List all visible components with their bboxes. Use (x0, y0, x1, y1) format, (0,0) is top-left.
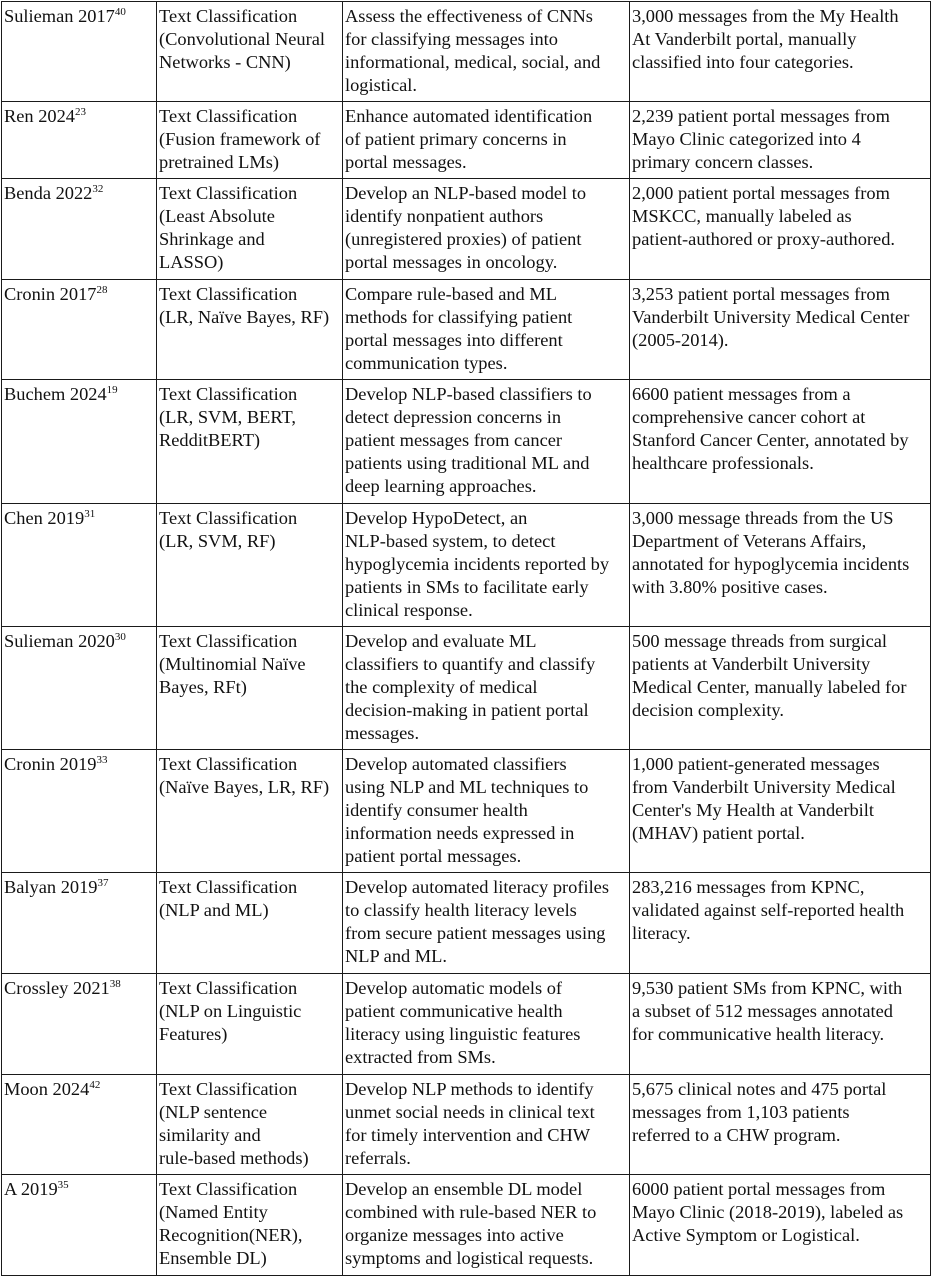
study-name: Sulieman 2017 (4, 6, 115, 26)
objective-line: NLP and ML. (345, 946, 447, 966)
reference-number: 28 (96, 284, 108, 296)
method-cell (157, 750, 343, 873)
method-line: Text Classification (159, 631, 298, 651)
method-line: (Named Entity (159, 1202, 268, 1222)
data-line: 500 message threads from surgical (632, 631, 888, 651)
method-cell (157, 280, 343, 380)
objective-cell (343, 750, 630, 873)
method-line: RedditBERT) (159, 430, 261, 450)
reference-number: 32 (92, 183, 104, 195)
method-line: similarity and (159, 1125, 261, 1145)
objective-line: clinical response. (345, 600, 473, 620)
data-line: MSKCC, manually labeled as (632, 206, 852, 226)
method-line: (NLP on Linguistic (159, 1001, 302, 1021)
data-cell (630, 1075, 931, 1175)
data-line: 3,000 message threads from the US (632, 508, 894, 528)
data-cell (630, 750, 931, 873)
method-cell (157, 380, 343, 504)
objective-line: patients in SMs to facilitate early (345, 577, 589, 597)
objective-line: Develop NLP-based classifiers to (345, 384, 592, 404)
data-cell (630, 974, 931, 1075)
data-line: Mayo Clinic categorized into 4 (632, 129, 861, 149)
data-line: healthcare professionals. (632, 453, 814, 473)
objective-line: messages. (345, 723, 420, 743)
data-line: classified into four categories. (632, 52, 854, 72)
study-cell (2, 873, 157, 974)
studies-table-body (2, 2, 931, 1276)
data-line: 3,253 patient portal messages from (632, 284, 890, 304)
objective-cell (343, 179, 630, 280)
study-cell (2, 102, 157, 179)
method-line: Shrinkage and (159, 229, 265, 249)
reference-number: 23 (75, 106, 87, 118)
data-line: (2005-2014). (632, 330, 729, 350)
data-cell (630, 380, 931, 504)
method-line: Text Classification (159, 284, 298, 304)
method-cell (157, 1075, 343, 1175)
objective-line: from secure patient messages using (345, 923, 606, 943)
method-line: Text Classification (159, 106, 298, 126)
objective-line: Develop automated literacy profiles (345, 877, 610, 897)
objective-line: extracted from SMs. (345, 1047, 496, 1067)
study-name: Benda 2022 (4, 183, 93, 203)
method-line: (NLP sentence (159, 1102, 268, 1122)
objective-line: patients using traditional ML and (345, 453, 590, 473)
study-cell (2, 2, 157, 102)
objective-line: referrals. (345, 1148, 411, 1168)
data-cell (630, 627, 931, 750)
objective-line: Compare rule-based and ML (345, 284, 557, 304)
objective-line: portal messages in oncology. (345, 252, 558, 272)
study-cell (2, 280, 157, 380)
data-line: with 3.80% positive cases. (632, 577, 828, 597)
objective-line: information needs expressed in (345, 823, 575, 843)
objective-line: of patient primary concerns in (345, 129, 567, 149)
objective-line: decision-making in patient portal (345, 700, 589, 720)
method-line: Text Classification (159, 384, 298, 404)
reference-number: 35 (57, 1179, 69, 1191)
study-cell (2, 974, 157, 1075)
method-line: Recognition(NER), (159, 1225, 303, 1245)
method-line: pretrained LMs) (159, 152, 280, 172)
objective-cell (343, 2, 630, 102)
method-line: Text Classification (159, 183, 298, 203)
objective-line: hypoglycemia incidents reported by (345, 554, 610, 574)
method-line: Text Classification (159, 1179, 298, 1199)
objective-line: patient communicative health (345, 1001, 563, 1021)
objective-line: unmet social needs in clinical text (345, 1102, 595, 1122)
method-line: rule-based methods) (159, 1148, 309, 1168)
objective-line: patient portal messages. (345, 846, 522, 866)
study-cell (2, 179, 157, 280)
study-cell (2, 1075, 157, 1175)
studies-table (1, 1, 931, 1276)
data-line: messages from 1,103 patients (632, 1102, 850, 1122)
objective-line: Enhance automated identification (345, 106, 593, 126)
data-cell (630, 873, 931, 974)
method-line: Bayes, RFt) (159, 677, 247, 697)
table-row (2, 380, 931, 504)
objective-line: (unregistered proxies) of patient (345, 229, 582, 249)
data-line: 6000 patient portal messages from (632, 1179, 886, 1199)
data-line: 5,675 clinical notes and 475 portal (632, 1079, 887, 1099)
study-name: Ren 2024 (4, 106, 76, 126)
method-line: (Fusion framework of (159, 129, 321, 149)
reference-number: 33 (96, 754, 108, 766)
method-line: Networks - CNN) (159, 52, 291, 72)
data-line: Medical Center, manually labeled for (632, 677, 907, 697)
reference-number: 30 (114, 631, 126, 643)
objective-cell (343, 974, 630, 1075)
method-line: Features) (159, 1024, 228, 1044)
objective-line: to classify health literacy levels (345, 900, 577, 920)
method-line: Ensemble DL) (159, 1248, 267, 1268)
objective-line: portal messages into different (345, 330, 563, 350)
study-name: Balyan 2019 (4, 877, 98, 897)
reference-number: 40 (114, 6, 126, 18)
objective-line: literacy using linguistic features (345, 1024, 581, 1044)
study-cell (2, 1175, 157, 1276)
table-row (2, 102, 931, 179)
objective-line: combined with rule-based NER to (345, 1202, 597, 1222)
method-line: (Naïve Bayes, LR, RF) (159, 777, 330, 797)
table-row (2, 2, 931, 102)
data-line: for communicative health literacy. (632, 1024, 885, 1044)
study-name: Moon 2024 (4, 1079, 90, 1099)
data-line: patients at Vanderbilt University (632, 654, 871, 674)
objective-line: identify consumer health (345, 800, 528, 820)
method-cell (157, 102, 343, 179)
data-line: Active Symptom or Logistical. (632, 1225, 860, 1245)
objective-line: Develop an ensemble DL model (345, 1179, 583, 1199)
data-line: At Vanderbilt portal, manually (632, 29, 857, 49)
objective-line: patient messages from cancer (345, 430, 563, 450)
table-row (2, 1075, 931, 1175)
study-name: Sulieman 2020 (4, 631, 115, 651)
study-name: Buchem 2024 (4, 384, 107, 404)
data-line: Department of Veterans Affairs, (632, 531, 867, 551)
study-cell (2, 380, 157, 504)
study-cell (2, 750, 157, 873)
method-cell (157, 873, 343, 974)
objective-line: Develop and evaluate ML (345, 631, 537, 651)
reference-number: 19 (106, 384, 118, 396)
method-line: LASSO) (159, 252, 224, 272)
objective-line: Develop an NLP-based model to (345, 183, 587, 203)
data-line: 1,000 patient-generated messages (632, 754, 880, 774)
data-line: patient-authored or proxy-authored. (632, 229, 895, 249)
method-line: Text Classification (159, 978, 298, 998)
method-line: Text Classification (159, 754, 298, 774)
data-line: 9,530 patient SMs from KPNC, with (632, 978, 903, 998)
table-row (2, 504, 931, 627)
reference-number: 37 (97, 877, 109, 889)
objective-line: communication types. (345, 353, 508, 373)
table-row (2, 280, 931, 380)
objective-cell (343, 380, 630, 504)
objective-line: Develop NLP methods to identify (345, 1079, 594, 1099)
method-cell (157, 627, 343, 750)
objective-line: deep learning approaches. (345, 476, 537, 496)
study-cell (2, 627, 157, 750)
table-row (2, 974, 931, 1075)
data-cell (630, 280, 931, 380)
objective-line: NLP-based system, to detect (345, 531, 556, 551)
table-row (2, 1175, 931, 1276)
method-cell (157, 2, 343, 102)
method-cell (157, 974, 343, 1075)
objective-line: identify nonpatient authors (345, 206, 544, 226)
method-cell (157, 179, 343, 280)
method-line: (LR, SVM, RF) (159, 531, 276, 551)
objective-line: the complexity of medical (345, 677, 538, 697)
reference-number: 38 (109, 978, 121, 990)
study-name: Crossley 2021 (4, 978, 110, 998)
data-cell (630, 2, 931, 102)
objective-cell (343, 627, 630, 750)
data-cell (630, 504, 931, 627)
method-line: (Multinomial Naïve (159, 654, 306, 674)
data-line: 3,000 messages from the My Health (632, 6, 899, 26)
method-line: Text Classification (159, 6, 298, 26)
objective-line: Assess the effectiveness of CNNs (345, 6, 593, 26)
data-line: comprehensive cancer cohort at (632, 407, 866, 427)
objective-line: informational, medical, social, and (345, 52, 601, 72)
objective-line: Develop automatic models of (345, 978, 563, 998)
study-name: Cronin 2017 (4, 284, 97, 304)
objective-line: for classifying messages into (345, 29, 558, 49)
table-row (2, 750, 931, 873)
data-line: Mayo Clinic (2018-2019), labeled as (632, 1202, 904, 1222)
table-row (2, 873, 931, 974)
method-cell (157, 504, 343, 627)
data-line: 2,000 patient portal messages from (632, 183, 890, 203)
data-line: (MHAV) patient portal. (632, 823, 805, 843)
data-line: referred to a CHW program. (632, 1125, 841, 1145)
method-line: Text Classification (159, 1079, 298, 1099)
method-line: (LR, Naïve Bayes, RF) (159, 307, 330, 327)
method-line: (NLP and ML) (159, 900, 269, 920)
objective-cell (343, 1075, 630, 1175)
data-line: from Vanderbilt University Medical (632, 777, 896, 797)
data-line: literacy. (632, 923, 691, 943)
objective-line: using NLP and ML techniques to (345, 777, 589, 797)
data-line: a subset of 512 messages annotated (632, 1001, 893, 1021)
method-line: (Least Absolute (159, 206, 275, 226)
study-cell (2, 504, 157, 627)
data-line: Stanford Cancer Center, annotated by (632, 430, 909, 450)
objective-line: for timely intervention and CHW (345, 1125, 591, 1145)
method-cell (157, 1175, 343, 1276)
method-line: (LR, SVM, BERT, (159, 407, 297, 427)
objective-line: portal messages. (345, 152, 467, 172)
objective-cell (343, 873, 630, 974)
objective-line: classifiers to quantify and classify (345, 654, 596, 674)
data-line: decision complexity. (632, 700, 785, 720)
objective-line: logistical. (345, 75, 418, 95)
data-line: Vanderbilt University Medical Center (632, 307, 910, 327)
objective-cell (343, 280, 630, 380)
table-row (2, 179, 931, 280)
data-line: Center's My Health at Vanderbilt (632, 800, 874, 820)
table-row (2, 627, 931, 750)
study-name: Cronin 2019 (4, 754, 97, 774)
data-line: primary concern classes. (632, 152, 814, 172)
data-cell (630, 102, 931, 179)
objective-line: Develop HypoDetect, an (345, 508, 528, 528)
objective-line: methods for classifying patient (345, 307, 573, 327)
data-line: validated against self-reported health (632, 900, 905, 920)
study-name: A 2019 (4, 1179, 58, 1199)
data-line: 2,239 patient portal messages from (632, 106, 890, 126)
method-line: Text Classification (159, 877, 298, 897)
reference-number: 42 (89, 1079, 101, 1091)
objective-cell (343, 1175, 630, 1276)
objective-line: symptoms and logistical requests. (345, 1248, 594, 1268)
data-cell (630, 179, 931, 280)
method-line: Text Classification (159, 508, 298, 528)
objective-line: organize messages into active (345, 1225, 564, 1245)
method-line: (Convolutional Neural (159, 29, 325, 49)
data-line: 6600 patient messages from a (632, 384, 851, 404)
objective-line: Develop automated classifiers (345, 754, 567, 774)
data-cell (630, 1175, 931, 1276)
objective-cell (343, 102, 630, 179)
study-name: Chen 2019 (4, 508, 85, 528)
reference-number: 31 (84, 508, 96, 520)
objective-cell (343, 504, 630, 627)
data-line: annotated for hypoglycemia incidents (632, 554, 910, 574)
data-line: 283,216 messages from KPNC, (632, 877, 865, 897)
objective-line: detect depression concerns in (345, 407, 562, 427)
